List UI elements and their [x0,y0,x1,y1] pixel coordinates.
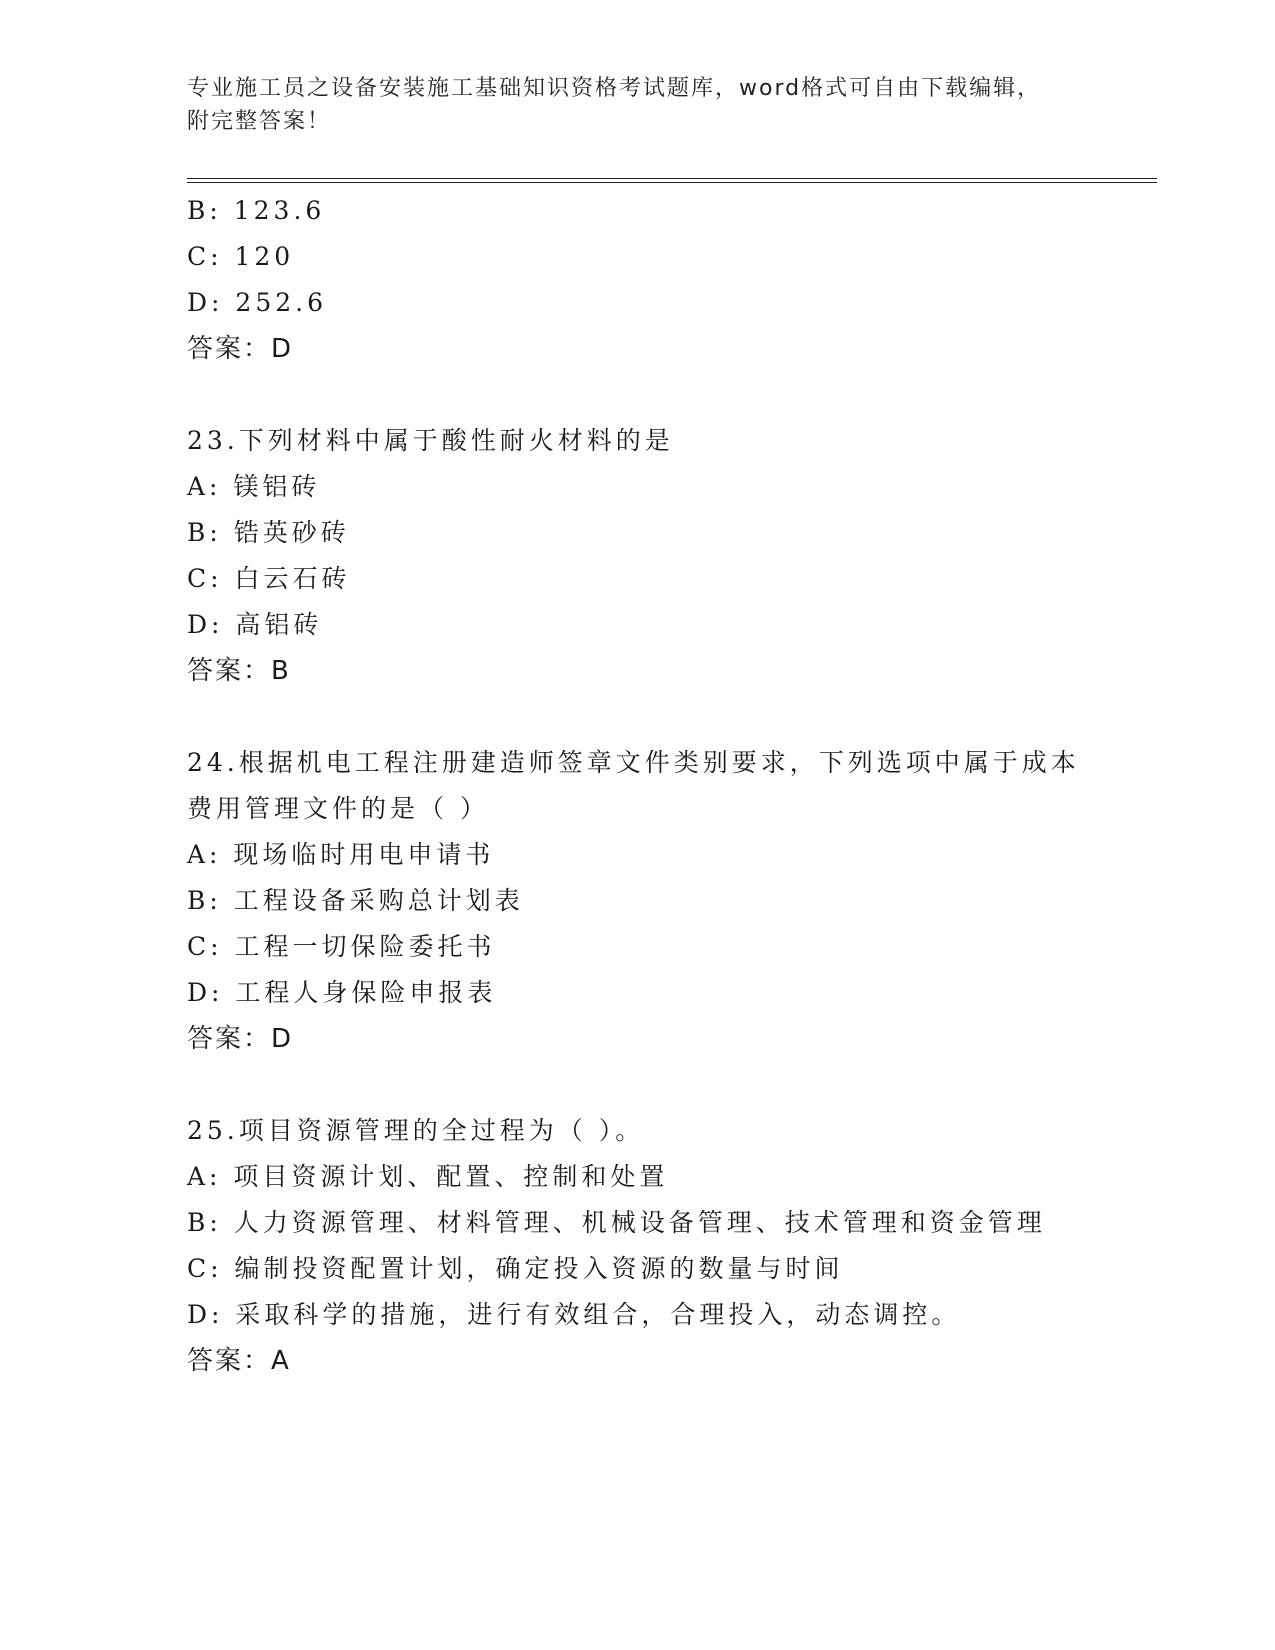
q23-option-c: C: 白云石砖 [187,564,351,593]
q24-answer: 答案：D [187,1024,294,1054]
q25-option-a: A: 项目资源计划、配置、控制和处置 [187,1162,669,1191]
q25-option-b: B: 人力资源管理、材料管理、机械设备管理、技术管理和资金管理 [187,1208,1046,1237]
header-divider [187,178,1157,183]
document-body [187,188,1087,1384]
q25-question: 25.项目资源管理的全过程为（ ）。 [187,1116,645,1145]
q23-answer: 答案：B [187,656,291,686]
spacer [187,694,1087,740]
q25-answer: 答案：A [187,1346,291,1376]
q24-option-d: D: 工程人身保险申报表 [187,978,497,1007]
q22-option-b: B: 123.6 [187,196,326,225]
q23-option-d: D: 高铝砖 [187,610,323,639]
q24-question-line-1: 24.根据机电工程注册建造师签章文件类别要求，下列选项中属于成本 [187,748,1080,777]
q24-question-line-2: 费用管理文件的是（ ） [187,794,489,823]
header-line-2: 附完整答案！ [187,109,332,134]
q23-option-a: A: 镁铝砖 [187,472,321,501]
q22-option-d: D: 252.6 [187,288,327,317]
q22-answer: 答案：D [187,334,294,364]
question-25-block [187,1108,1087,1384]
page-header [187,72,1087,138]
question-22-block [187,188,1087,372]
q25-option-c: C: 编制投资配置计划，确定投入资源的数量与时间 [187,1254,844,1283]
spacer [187,1062,1087,1108]
question-23-block [187,418,1087,694]
question-24-block [187,740,1087,1062]
spacer [187,372,1087,418]
q24-option-c: C: 工程一切保险委托书 [187,932,496,961]
q22-option-c: C: 120 [187,242,295,271]
header-line-1: 专业施工员之设备安装施工基础知识资格考试题库，word格式可自由下载编辑， [187,76,1042,101]
q23-option-b: B: 锆英砂砖 [187,518,350,547]
q24-option-b: B: 工程设备采购总计划表 [187,886,524,915]
q23-question: 23.下列材料中属于酸性耐火材料的是 [187,426,674,455]
q25-option-d: D: 采取科学的措施，进行有效组合，合理投入，动态调控。 [187,1300,961,1329]
q24-option-a: A: 现场临时用电申请书 [187,840,495,869]
